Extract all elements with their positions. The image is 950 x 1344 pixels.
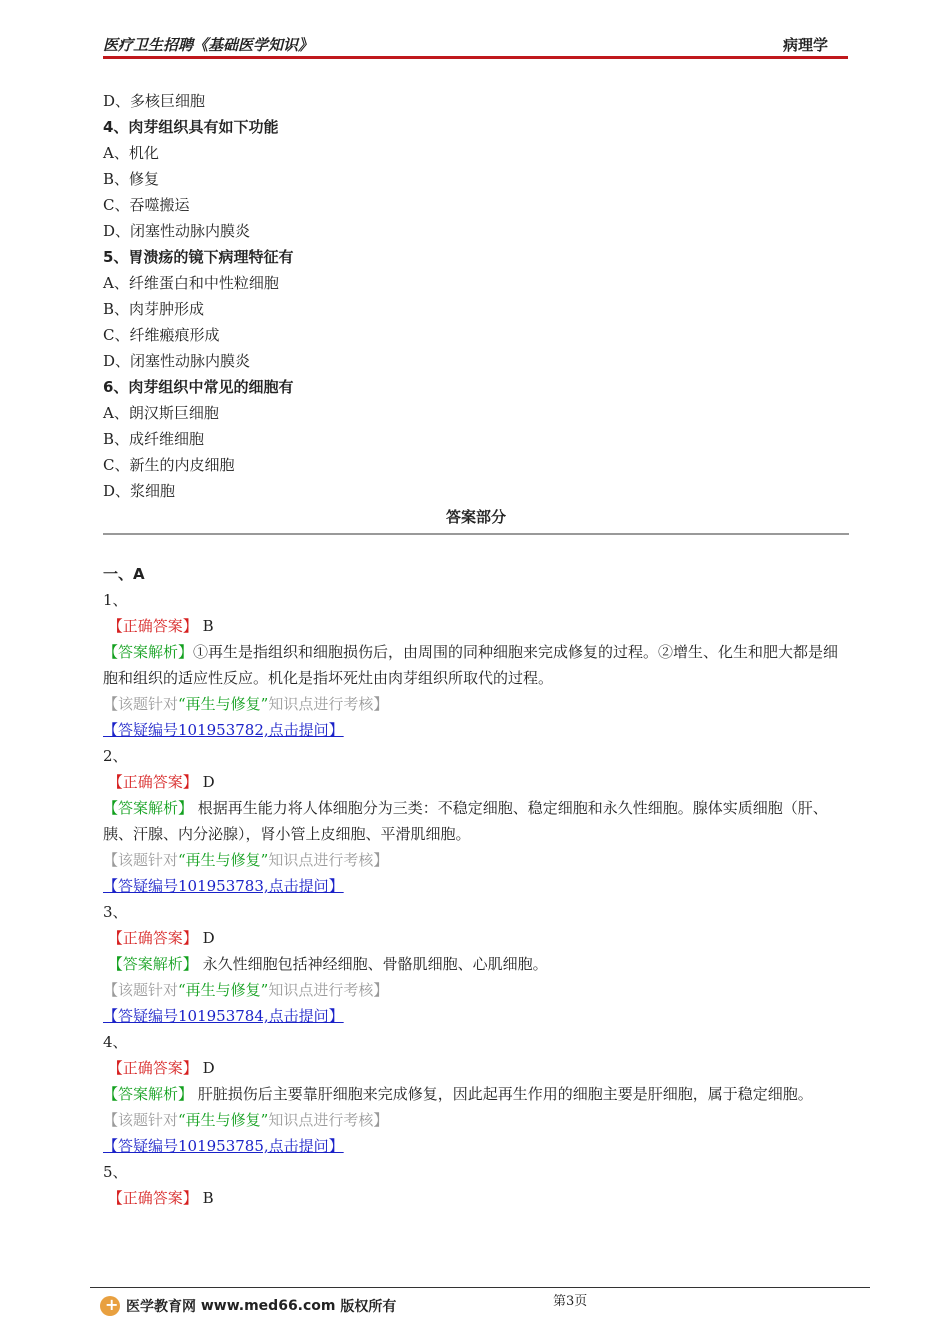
- answer-number: 2、: [103, 747, 128, 765]
- analysis-label: 【答案解析】: [103, 643, 194, 661]
- correct-answer-label: 【正确答案】: [107, 773, 198, 791]
- correct-answer-label: 【正确答案】: [107, 1059, 198, 1077]
- correct-answer-label: 【正确答案】: [107, 1189, 198, 1207]
- correct-answer-value: D: [202, 773, 215, 791]
- footer-url[interactable]: www.med66.com: [200, 1298, 336, 1314]
- answer-number: 3、: [103, 903, 128, 921]
- answer-number: 4、: [103, 1033, 128, 1051]
- header-rule: [103, 56, 848, 59]
- correct-answer-label: 【正确答案】: [107, 617, 198, 635]
- option-line: A、朗汉斯巨细胞: [103, 404, 219, 422]
- ask-question-link[interactable]: 【答疑编号101953783,点击提问】: [103, 877, 344, 895]
- option-line: A、机化: [103, 144, 159, 162]
- answer-number: 1、: [103, 591, 128, 609]
- page-number: 第3页: [553, 1294, 588, 1309]
- topic-note: 【该题针对“再生与修复”知识点进行考核】: [103, 851, 389, 869]
- ask-question-link[interactable]: 【答疑编号101953784,点击提问】: [103, 1007, 344, 1025]
- answer-section-label: 一、A: [103, 565, 145, 583]
- footer-rights: 版权所有: [340, 1299, 397, 1315]
- topic-note: 【该题针对“再生与修复”知识点进行考核】: [103, 1111, 389, 1129]
- answer-analysis: [103, 795, 849, 847]
- analysis-text: 永久性细胞包括神经细胞、骨骼肌细胞、心肌细胞。: [202, 955, 548, 973]
- answer-analysis: [103, 1081, 849, 1107]
- med66-logo-icon: [100, 1296, 120, 1316]
- correct-answer-label: 【正确答案】: [107, 929, 198, 947]
- option-line: D、闭塞性动脉内膜炎: [103, 352, 251, 370]
- topic-note: 【该题针对“再生与修复”知识点进行考核】: [103, 695, 389, 713]
- analysis-text: 根据再生能力将人体细胞分为三类：不稳定细胞、稳定细胞和永久性细胞。腺体实质细胞（肝、胰、汗腺、内分泌腺），肾小管上皮细胞、平滑肌细胞。: [103, 799, 828, 843]
- answer-number: 5、: [103, 1163, 128, 1181]
- page-content: [103, 88, 849, 1211]
- analysis-text: ①再生是指组织和细胞损伤后，由周围的同种细胞来完成修复的过程。②增生、化生和肥大都是细胞和组织的适应性反应。机化是指坏死灶由肉芽组织所取代的过程。: [103, 643, 839, 687]
- option-line: B、肉芽肿形成: [103, 300, 205, 318]
- correct-answer-value: D: [202, 929, 215, 947]
- answer-analysis: [103, 639, 849, 691]
- option-line: D、多核巨细胞: [103, 92, 206, 110]
- analysis-label: 【答案解析】: [103, 799, 194, 817]
- header-subject: 病理学: [782, 36, 828, 54]
- header-title: 医疗卫生招聘《基础医学知识》: [103, 36, 314, 54]
- answer-analysis: [103, 951, 849, 977]
- correct-answer-value: B: [202, 1189, 214, 1207]
- option-line: A、纤维蛋白和中性粒细胞: [103, 274, 279, 292]
- option-line: B、成纤维细胞: [103, 430, 205, 448]
- analysis-label: 【答案解析】: [103, 1085, 194, 1103]
- question-title: 5、胃溃疡的镜下病理特征有: [103, 248, 294, 266]
- footer-rule: [90, 1287, 870, 1288]
- footer-site: 医学教育网: [126, 1299, 196, 1315]
- ask-question-link[interactable]: 【答疑编号101953782,点击提问】: [103, 721, 344, 739]
- section-divider: [103, 533, 849, 535]
- correct-answer-value: B: [202, 617, 214, 635]
- option-line: D、闭塞性动脉内膜炎: [103, 222, 251, 240]
- ask-question-link[interactable]: 【答疑编号101953785,点击提问】: [103, 1137, 344, 1155]
- question-title: 6、肉芽组织中常见的细胞有: [103, 378, 294, 396]
- page-footer: [100, 1296, 396, 1316]
- option-line: D、浆细胞: [103, 482, 176, 500]
- answers-section-title: 答案部分: [445, 508, 506, 526]
- question-title: 4、肉芽组织具有如下功能: [103, 118, 279, 136]
- analysis-label: 【答案解析】: [107, 955, 198, 973]
- analysis-text: 肝脏损伤后主要靠肝细胞来完成修复，因此起再生作用的细胞主要是肝细胞，属于稳定细胞。: [197, 1085, 813, 1103]
- option-line: C、纤维瘢痕形成: [103, 326, 220, 344]
- correct-answer-value: D: [202, 1059, 215, 1077]
- option-line: B、修复: [103, 170, 160, 188]
- option-line: C、吞噬搬运: [103, 196, 190, 214]
- topic-note: 【该题针对“再生与修复”知识点进行考核】: [103, 981, 389, 999]
- option-line: C、新生的内皮细胞: [103, 456, 235, 474]
